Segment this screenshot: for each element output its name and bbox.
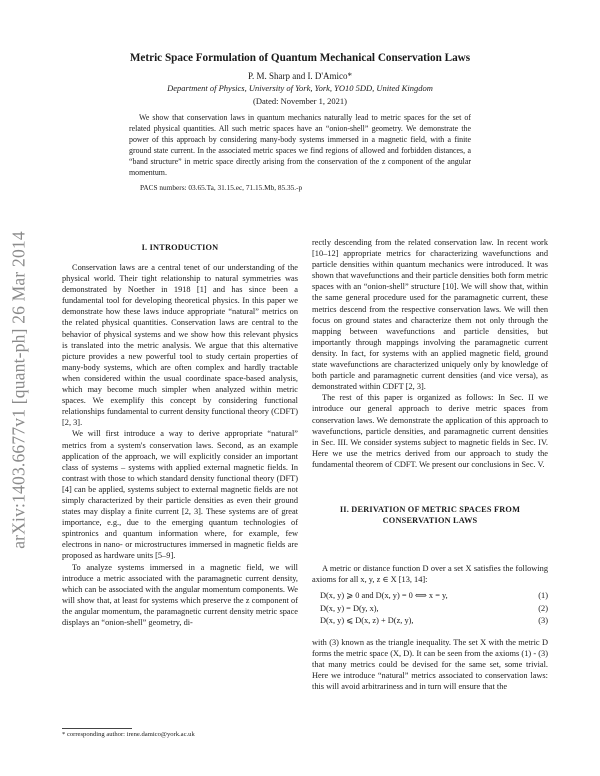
equation-row — [312, 615, 548, 628]
author-list: P. M. Sharp and I. D'Amico* — [247, 71, 353, 81]
metric-axioms-equations — [312, 590, 548, 628]
intro-paragraph: To analyze systems immersed in a magnetic field, we will introduce a metric associated with the paramagnetic current density, which can be associated with the angular momentum components. We will show that, at least for systems which preserve the z component of the angular momentum, the paramagnetic current density metric space displays an “onion-shell” geometry, di- — [62, 562, 298, 627]
triangle-inequality-paragraph: with (3) known as the triangle inequality. The set X with the metric D forms the metric space (X, D). It can be seen from the axioms (1) - (3) that many metrics could be devised for the same set, some trivial. Here we introduce “natural” metrics associated to conservation laws: this will avoid arbitrariness and in turn will ensure that the — [312, 638, 548, 692]
intro-continuation-paragraph: rectly descending from the related conservation law. In recent work [10–12] appropriate metrics for characterizing wavefunctions and particle densities within quantum mechanics were introduced. It was shown that wavefunctions and their particle densities both form metric spaces with an “onion-shell” structure [10]. We will show that, within the same general procedure used for the paramagnetic current, these metrics descend from the respective conservation laws. We will then focus on ground states and characterize them not only through the mapping between wavefunctions and particle densities, but importantly through mappings involving the paramagnetic current density. In fact, for systems with an applied magnetic field, ground state wavefunctions are characterized uniquely only by knowledge of both particle and paramagnetic current densities (and vice versa), as demonstrated within CDFT [2, 3]. — [312, 238, 548, 392]
intro-paragraph: We will first introduce a way to derive appropriate “natural” metrics from a system's conservation laws. Second, as an example application of the approach, we will explicitly consider an important class of systems – systems with applied external magnetic fields. In contrast with those to which standard density functional theory (DFT) [4] can be applied, systems subject to external magnetic fields are not simply characterized by their particle densities as even their ground states may display a finite current [2, 3]. These systems are of great importance, e.g., due to the emerging quantum technologies of spintronics and quantum information where, for example, few electrons in nano- or microstructures immersed in magnetic fields are proposed as hardware units [5–9]. — [62, 429, 298, 561]
section-2-heading-line: II. DERIVATION OF METRIC SPACES FROM — [339, 505, 521, 514]
section-2-heading-block — [312, 504, 548, 526]
footnote: * corresponding author: irene.damico@york.ac.uk — [62, 731, 195, 738]
intro-paragraph: Conservation laws are a central tenet of our understanding of the physical world. Their tight relationship to natural symmetries was demonstrated by Noether in 1918 [1] and has since been a fundamental tool for developing theoretical physics. In this paper we demonstrate how these laws induce appropriate “natural” metrics on the related physical quantities. Conservation laws are central to the behavior of physical systems and we show how this relevant physics is translated into the metric analysis. We argue that this alternative picture provides a new powerful tool to study certain properties of many-body systems, which are often complex and hardly tractable when considered within the usual coordinate space-based analysis, which may become much simpler when analyzed within metric spaces. We exemplify this concept by considering functional relationships fundamental to current density functional theory (CDFT) [2, 3]. — [62, 263, 298, 428]
section-2-continuation-block — [312, 637, 548, 692]
section-2-intro-block — [312, 563, 548, 585]
abstract: We show that conservation laws in quantum mechanics naturally lead to metric spaces for the set of related physical quantities. All such metric spaces have an “onion-shell” geometry. We demonstrate the power of this approach by considering many-body systems immersed in a magnetic field, with a finite ground state current. In the associated metric spaces we find regions of allowed and forbidden distances, a “band structure” in metric space directly arising from the conservation of the z component of the angular momentum. — [129, 113, 471, 178]
section-1-heading-block — [62, 242, 298, 253]
equation-text: D(x, y) ⩾ 0 and D(x, y) = 0 ⟺ x = y, — [320, 591, 448, 600]
outline-paragraph: The rest of this paper is organized as follows: In Sec. II we introduce our general approach to derive metric spaces from conservation laws. We demonstrate the application of this approach to wavefunctions, particle densities, and paramagnetic current densities in Sec. III. We consider systems subject to magnetic fields in Sec. IV. Here we use the metrics derived from our approach to study the fundamental theorem of CDFT. We present our conclusions in Sec. V. — [312, 393, 548, 469]
paper-title: Metric Space Formulation of Quantum Mechanical Conservation Laws — [129, 52, 471, 64]
affiliation: Department of Physics, University of York, York, YO10 5DD, United Kingdom — [167, 83, 433, 93]
right-column — [312, 237, 548, 470]
metric-definition-paragraph: A metric or distance function D over a set X satisfies the following axioms for all x, y, z ∈ X [13, 14]: — [312, 564, 548, 585]
equation-text: D(x, y) = D(y, x), — [320, 603, 379, 613]
pacs-numbers: PACS numbers: 03.65.Ta, 31.15.ec, 71.15.Mb, 85.35.-p — [140, 183, 303, 192]
equation-number: (1) — [538, 591, 548, 600]
left-column — [62, 262, 298, 628]
arxiv-identifier: arXiv:1403.6677v1 [quant-ph] 26 Mar 2014 — [8, 231, 29, 549]
equation-number: (2) — [538, 603, 548, 613]
section-1-heading: I. INTRODUCTION — [141, 243, 219, 252]
equation-text: D(x, y) ⩽ D(x, z) + D(z, y), — [320, 616, 414, 626]
date-line: (Dated: November 1, 2021) — [253, 96, 347, 106]
equation-row — [312, 603, 548, 616]
arxiv-sidebar-stamp — [6, 200, 32, 580]
footnote-divider — [62, 728, 132, 729]
equation-row — [312, 590, 548, 603]
equation-number: (3) — [538, 616, 548, 626]
section-2-heading-line: CONSERVATION LAWS — [382, 516, 478, 525]
